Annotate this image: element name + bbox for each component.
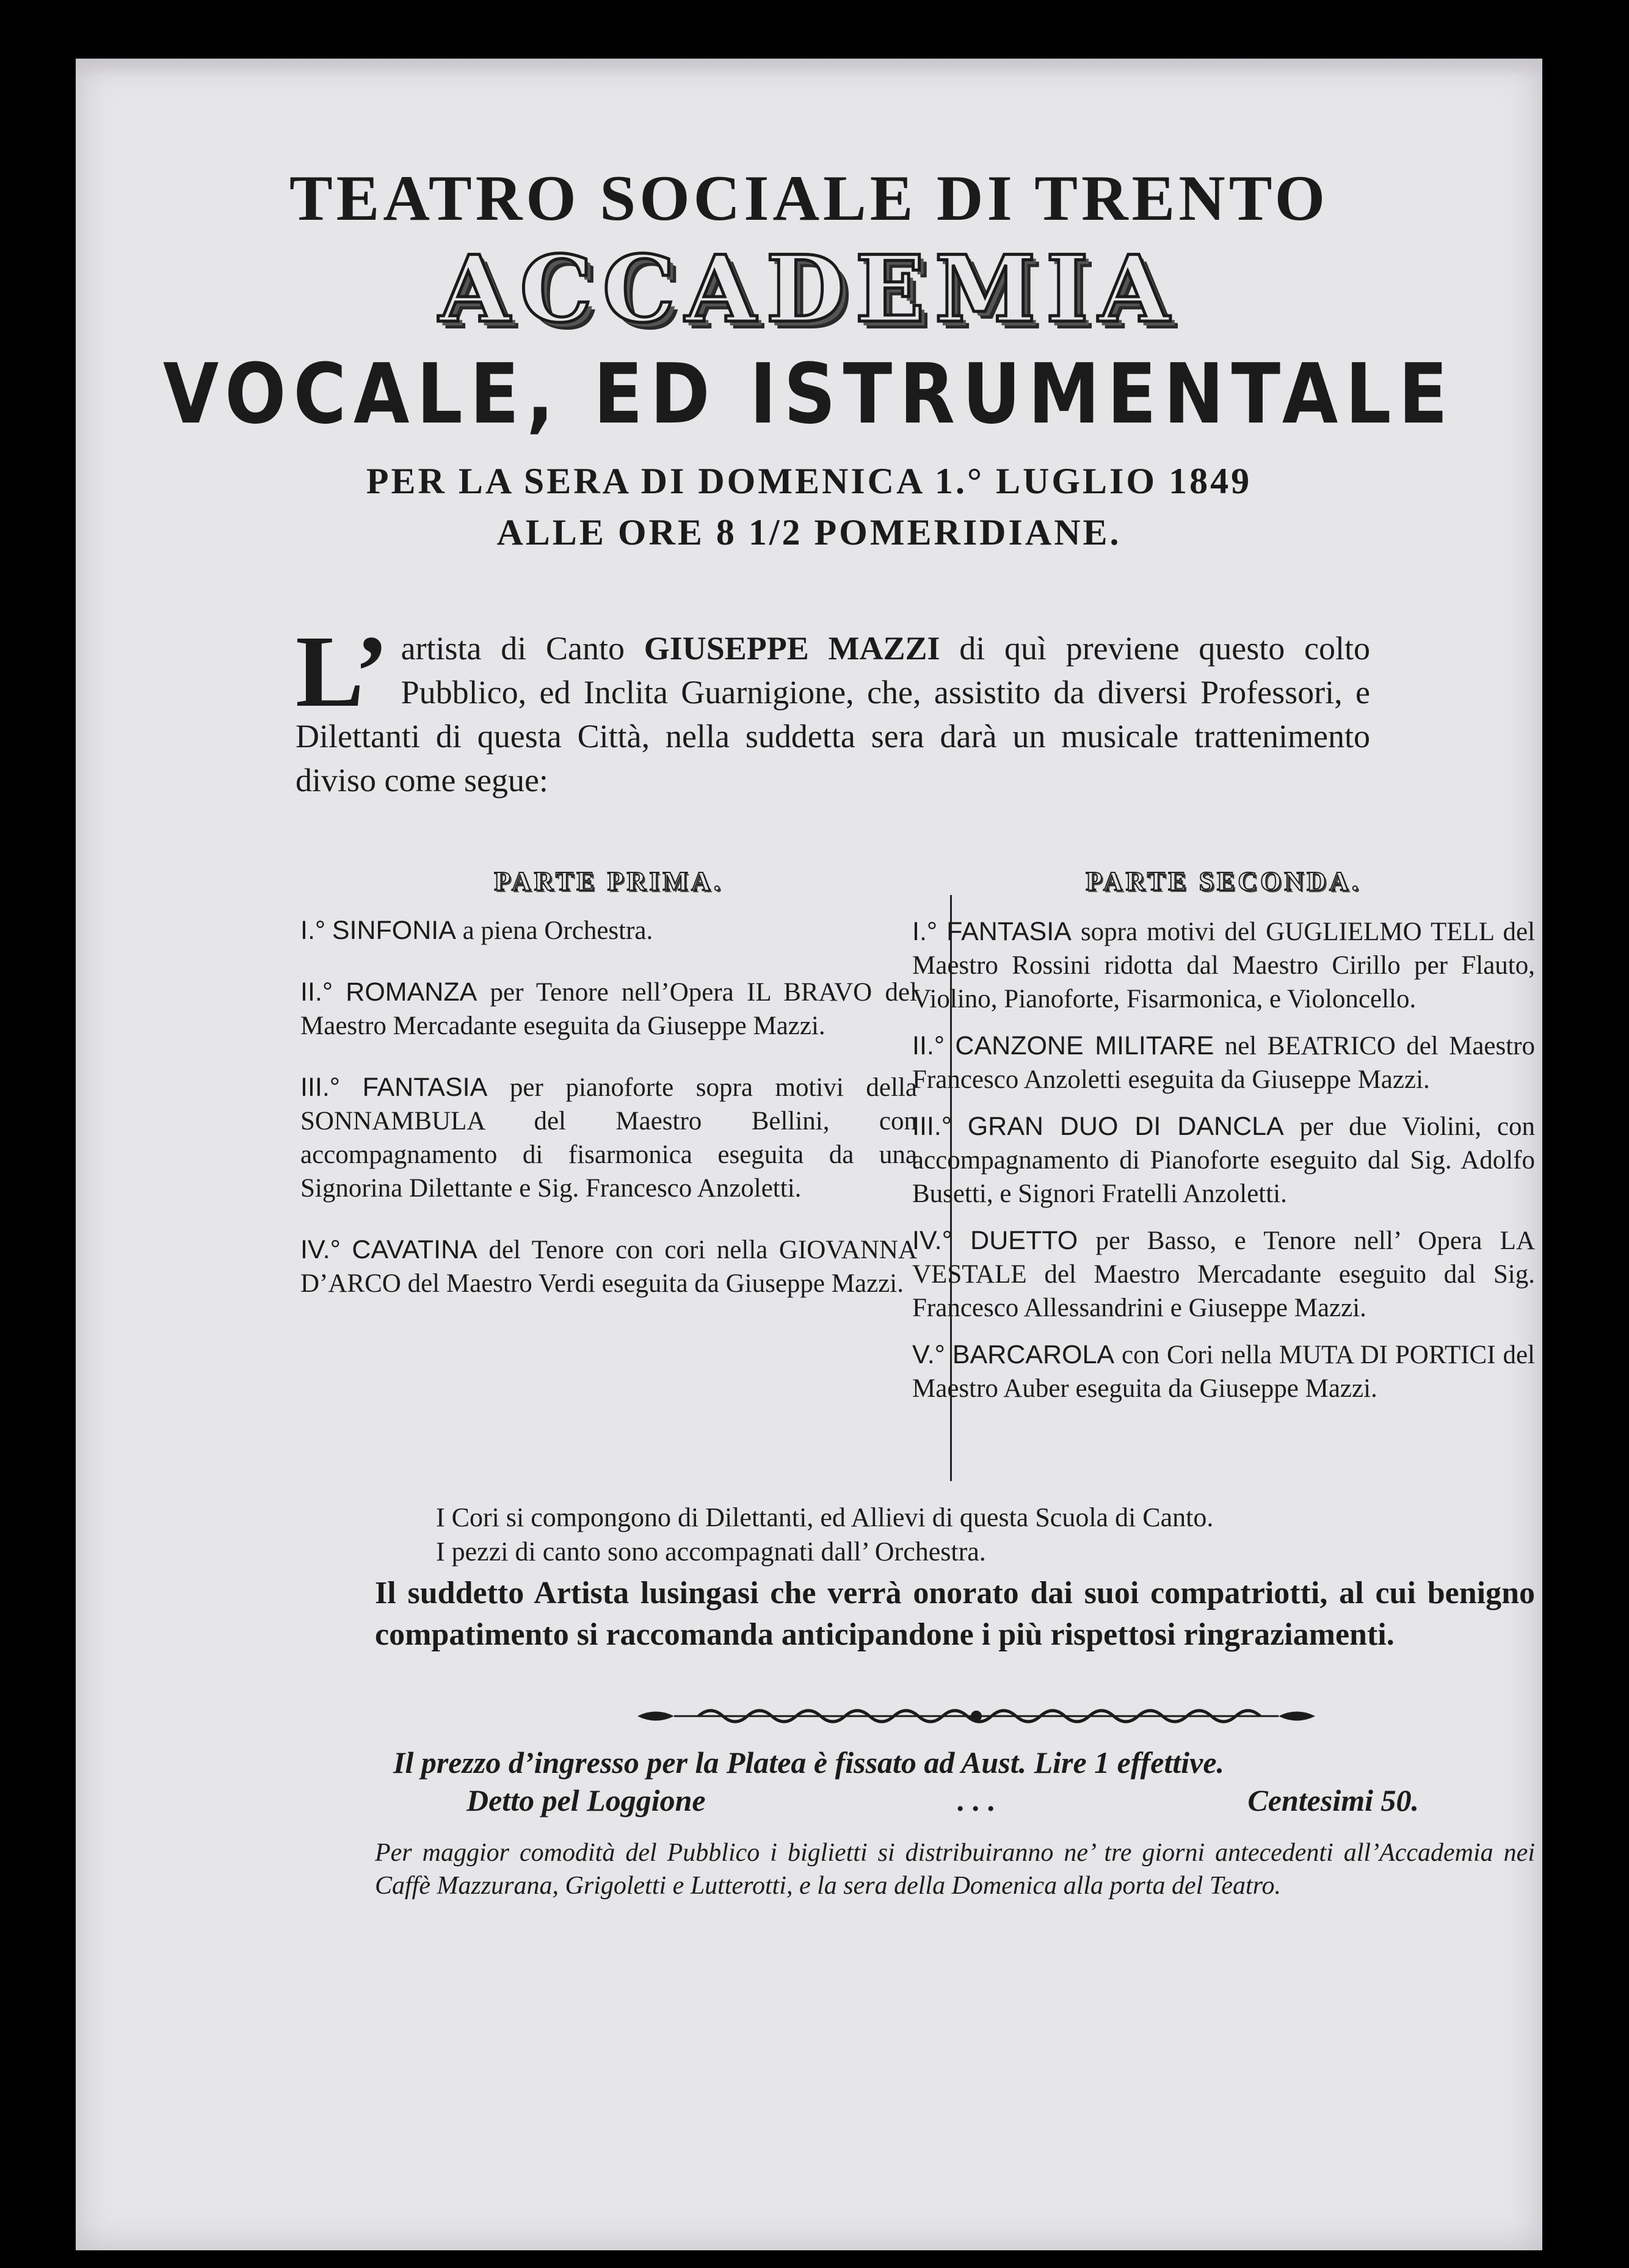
item-number: III.° bbox=[912, 1112, 952, 1141]
platea-price: Il prezzo d’ingresso per la Platea è fissato ad Aust. Lire 1 effettive. bbox=[393, 1745, 1225, 1780]
item-name: BARCAROLA bbox=[952, 1340, 1115, 1369]
program-item bbox=[912, 1110, 1535, 1211]
item-number: IV.° bbox=[912, 1226, 952, 1255]
poster-sheet bbox=[76, 59, 1542, 2250]
item-name: FANTASIA bbox=[362, 1073, 488, 1102]
item-text: per pianoforte sopra motivi della SONNAMBULA del Maestro Bellini, con accompagnamento di fisarmonica eseguita da una Signorina Dilettante e Sig. Francesco Anzoletti. bbox=[300, 1073, 917, 1203]
item-text: nel BEATRICO del Maestro Francesco Anzoletti eseguita da Giuseppe Mazzi. bbox=[912, 1032, 1536, 1094]
notes bbox=[436, 1501, 1474, 1569]
ornament-divider-icon bbox=[637, 1701, 1315, 1731]
item-text: per due Violini, con accompagnamento di Pianoforte eseguito dal Sig. Adolfo Busetti, e Signori Fratelli Anzoletti. bbox=[912, 1112, 1535, 1208]
intro-paragraph bbox=[296, 615, 1370, 802]
leader-dots: . . . bbox=[957, 1783, 996, 1817]
item-text: sopra motivi del GUGLIELMO TELL del Maestro Rossini ridotta dal Maestro Cirillo per Flauto, Violino, Pianoforte, Fisarmonica, e Violoncello. bbox=[912, 918, 1536, 1013]
item-name: SINFONIA bbox=[332, 916, 456, 945]
program-item bbox=[912, 915, 1535, 1016]
item-name: CANZONE MILITARE bbox=[955, 1031, 1214, 1060]
time-line: ALLE ORE 8 1/2 POMERIDIANE. bbox=[496, 512, 1122, 553]
program-item bbox=[912, 1029, 1535, 1096]
item-number: V.° bbox=[912, 1340, 945, 1369]
loggione-price: Centesimi 50. bbox=[1247, 1783, 1419, 1817]
item-name: ROMANZA bbox=[346, 977, 477, 1007]
date-block bbox=[76, 455, 1542, 558]
price-block bbox=[393, 1744, 1517, 1819]
item-text: del Tenore con cori nella GIOVANNA D’ARCO del Maestro Verdi eseguita da Giuseppe Mazzi. bbox=[300, 1236, 917, 1298]
drop-letter: L’ bbox=[296, 615, 389, 728]
note-line: I pezzi di canto sono accompagnati dall’ Orchestra. bbox=[436, 1537, 986, 1567]
program-item bbox=[300, 1071, 917, 1205]
artist-name: GIUSEPPE MAZZI bbox=[644, 630, 940, 667]
program-item bbox=[912, 1224, 1535, 1325]
note-line: I Cori si compongono di Dilettanti, ed Allievi di questa Scuola di Canto. bbox=[436, 1502, 1214, 1532]
parte-prima-column bbox=[300, 864, 917, 1328]
item-number: I.° bbox=[912, 917, 938, 946]
item-text: per Tenore nell’Opera IL BRAVO del Maestro Mercadante eseguita da Giuseppe Mazzi. bbox=[300, 978, 917, 1040]
closing-paragraph: Il suddetto Artista lusingasi che verrà onorato dai suoi compatriotti, al cui benigno compatimento si raccomanda anticipandone i più rispettosi ringraziamenti. bbox=[375, 1576, 1535, 1652]
loggione-row bbox=[466, 1781, 1419, 1819]
item-name: GRAN DUO DI DANCLA bbox=[967, 1112, 1284, 1141]
item-number: IV.° bbox=[300, 1235, 341, 1264]
ticket-info: Per maggior comodità del Pubblico i biglietti si distribuiranno ne’ tre giorni antecedenti all’Accademia nei Caffè Mazzurana, Grigoletti e Lutterotti, e la sera della Domenica alla porta del Teatro. bbox=[375, 1839, 1535, 1900]
intro-part2: di quì previene questo colto Pubblico, ed Inclita Guarnigione, che, assistito da diversi Professori, e Dilettanti di questa Città, nella suddetta sera darà un musicale trattenimento diviso come segue: bbox=[296, 630, 1370, 799]
program-item bbox=[912, 1338, 1535, 1405]
item-text: per Basso, e Tenore nell’ Opera LA VESTALE del Maestro Mercadante eseguito dal Sig. Francesco Allessandrini e Giuseppe Mazzi. bbox=[912, 1226, 1535, 1322]
parte-prima-heading: PARTE PRIMA. bbox=[494, 866, 724, 896]
item-name: FANTASIA bbox=[946, 917, 1072, 946]
item-number: I.° bbox=[300, 916, 326, 945]
theatre-title: TEATRO SOCIALE DI TRENTO bbox=[289, 162, 1329, 234]
item-number: II.° bbox=[912, 1031, 945, 1060]
program-item bbox=[300, 1233, 917, 1300]
loggione-label: Detto pel Loggione bbox=[466, 1783, 706, 1817]
item-text: con Cori nella MUTA DI PORTICI del Maestro Auber eseguita da Giuseppe Mazzi. bbox=[912, 1341, 1536, 1403]
item-text: a piena Orchestra. bbox=[455, 916, 653, 945]
item-number: III.° bbox=[300, 1073, 340, 1102]
item-name: CAVATINA bbox=[352, 1235, 477, 1264]
accademia-title: ACCADEMIA bbox=[438, 236, 1180, 343]
item-name: DUETTO bbox=[970, 1226, 1078, 1255]
program-item bbox=[300, 976, 917, 1043]
intro-part1: artista di Canto bbox=[401, 630, 644, 667]
date-line: PER LA SERA DI DOMENICA 1.° LUGLIO 1849 bbox=[366, 461, 1252, 501]
parte-seconda-column bbox=[912, 864, 1535, 1419]
subtitle: VOCALE, ED ISTRUMENTALE bbox=[162, 345, 1456, 443]
parte-seconda-heading: PARTE SECONDA. bbox=[1086, 866, 1362, 896]
item-number: II.° bbox=[300, 977, 333, 1007]
program-item bbox=[300, 914, 917, 947]
